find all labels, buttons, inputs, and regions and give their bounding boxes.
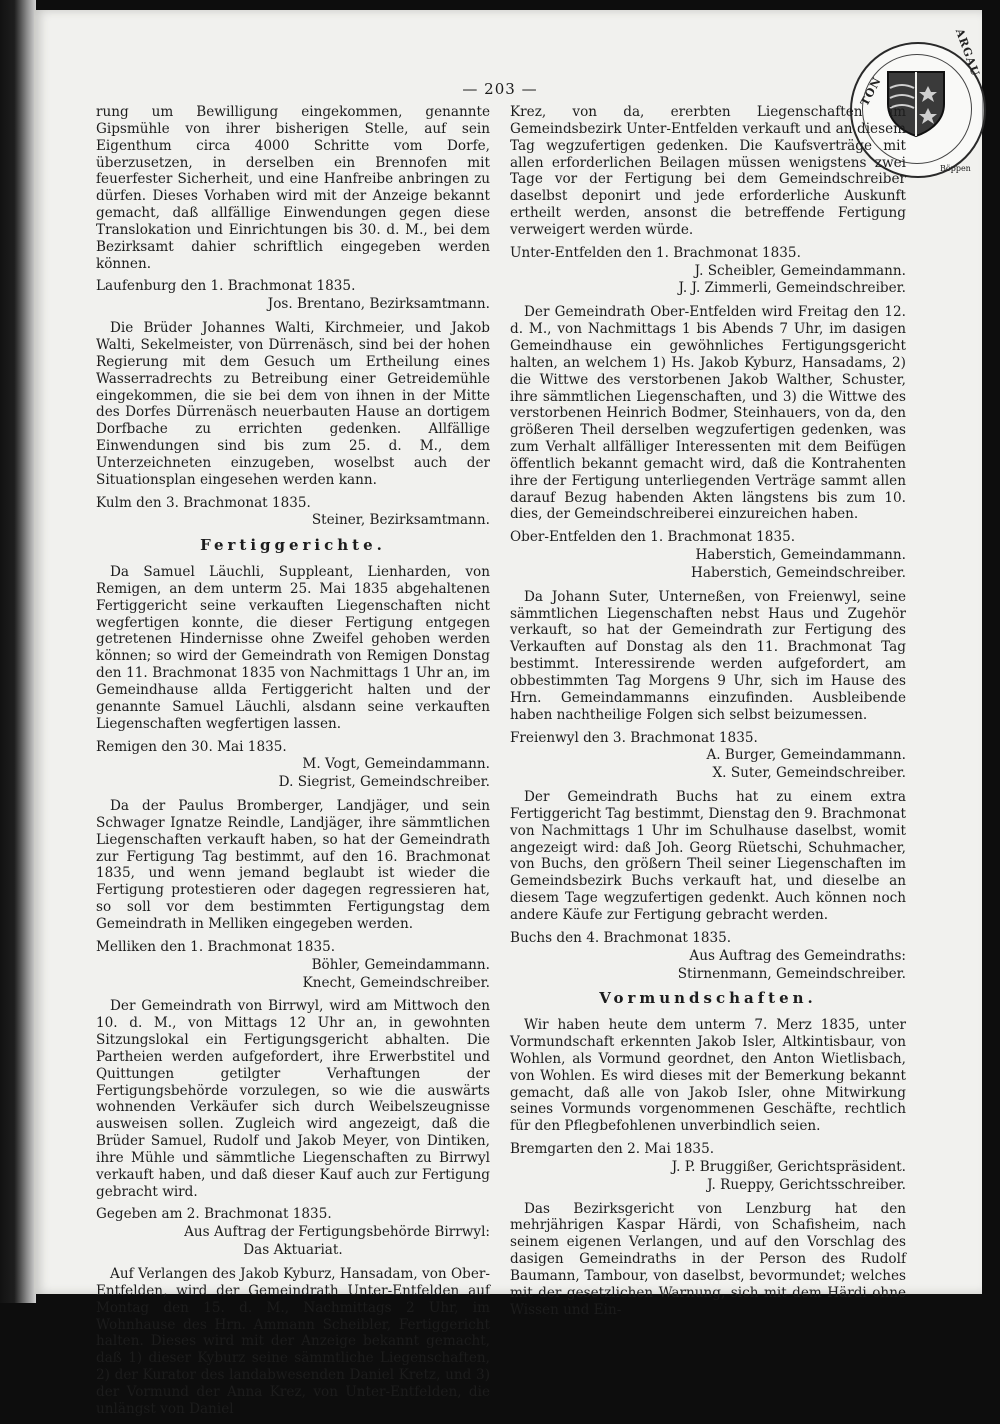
notice-signature: M. Vogt, Gemeindammann. — [302, 756, 490, 773]
notice-place-date: Remigen den 30. Mai 1835. — [96, 738, 287, 755]
notice-signature: Böhler, Gemeindammann. — [311, 956, 490, 973]
right-column — [510, 104, 906, 1325]
notice-gipsmuehle-text: rung um Bewilligung eingekommen, genannte Gipsmühle von ihrer bisherigen Stelle, auf sein Eigenthum circa 4000 Schritte vom Dorfe, überzusetzen, in derselben ein Brennofen mit feuerfester Sicherheit, und eine Hanfreibe anbringen zu dürfen. Dieses Vorhaben wird mit der Anzeige bekannt gemacht, daß allfällige Einwendungen gegen diese Translokation und Einrichtungen bis 30. d. M., bei dem Bezirksamt dahier schriftlich eingegeben werden können. — [96, 104, 490, 272]
notice-place-date: Melliken den 1. Brachmonat 1835. — [96, 938, 336, 955]
notice-unter-entfelden-text: Krez, von da, ererbten Liegenschaften im Gemeindsbezirk Unter-Entfelden verkauft und an diesem Tag wegzufertigen gedenken. Die Kaufsverträge mit allen erforderlichen Beilagen müssen wenigstens zwei Tage vor der Fertigung bei dem Gemeindschreiber daselbst deponirt und jede erforderliche Auskunft ertheilt werden, ansonst die betreffende Fertigung verweigert werden würde. — [510, 104, 906, 238]
notice-place-date: Ober-Entfelden den 1. Brachmonat 1835. — [510, 529, 796, 546]
stamp-text-left: TON — [858, 74, 884, 109]
notice-place-date: Kulm den 3. Brachmonat 1835. — [96, 494, 311, 511]
notice-signature: Aus Auftrag des Gemeindraths: — [689, 947, 906, 964]
notice-signature: D. Siegrist, Gemeindschreiber. — [278, 774, 490, 791]
book-binding-edge — [0, 0, 36, 1303]
notice-laeuchli-text: Da Samuel Läuchli, Suppleant, Lienharden, von Remigen, an dem unterm 25. Mai 1835 abgehaltenen Fertiggericht seine verkauften Liegenschaften nicht wegfertigen konnte, die dieser Fertigung entgegen getretenen Hindernisse ohne Zweifel gehoben werden können; so wird der Gemeindrath von Remigen Donstag den 11. Brachmonat 1835 von Nachmittags 1 Uhr an, im Gemeindhause allda Fertiggericht halten und der genannte Samuel Läuchli, alsdann seine verkauften Liegenschaften wegfertigen lassen. — [96, 564, 490, 732]
notice-signature: Das Aktuariat. — [243, 1242, 343, 1259]
notice-walti-text: Die Brüder Johannes Walti, Kirchmeier, und Jakob Walti, Sekelmeister, von Dürrenäsch, sind bei der hohen Regierung mit dem Gesuch um Ertheilung eines Wasserradrechts zu Betreibung einer Getreidemühle eingekommen, die sie bei dem von ihnen in der Mitte des Dorfes Dürrenäsch neuerbauten Hause an dortigem Dorfbache zu errichten gedenken. Allfällige Einwendungen sind bis zum 25. d. M., dem Unterzeichneten einzugeben, woselbst auch der Situationsplan eingesehen werden kann. — [96, 320, 490, 488]
section-heading-vormundschaften: Vormundschaften. — [599, 989, 817, 1008]
notice-signature: X. Suter, Gemeindschreiber. — [712, 765, 906, 782]
notice-place-date: Laufenburg den 1. Brachmonat 1835. — [96, 278, 356, 295]
notice-birrwyl-text: Der Gemeindrath von Birrwyl, wird am Mittwoch den 10. d. M., von Mittags 12 Uhr an, in gewohnten Sitzungslokal ein Fertigungsgericht abhalten. Die Partheien werden aufgefordert, ihre Erwerbstitel und Quittungen getilgter Verhaftungen der Fertigungsbehörde vorzulegen, so wie die auswärts wohnenden Verkäufer sich durch Weibelszeugnisse ausweisen sollen. Zugleich wird angezeigt, daß die Brüder Samuel, Rudolf und Jakob Meyer, von Dintiken, ihre Mühle und sämmtliche Liegenschaften zu Birrwyl verkauft haben, und daß dieser Kauf auch zur Fertigung gebracht wird. — [96, 998, 490, 1200]
stamp-text-bottom: Böppen — [940, 164, 971, 173]
notice-signature: J. P. Bruggißer, Gerichtspräsident. — [671, 1158, 906, 1175]
notice-signature: J. J. Zimmerli, Gemeindschreiber. — [678, 280, 906, 297]
notice-signature: Steiner, Bezirksamtmann. — [311, 512, 490, 529]
notice-signature: J. Scheibler, Gemeindammann. — [694, 262, 906, 279]
notice-place-date: Freienwyl den 3. Brachmonat 1835. — [510, 729, 758, 746]
notice-signature: Stirnenmann, Gemeindschreiber. — [677, 965, 906, 982]
notice-suter-text: Da Johann Suter, Unterneßen, von Freienwyl, seine sämmtlichen Liegenschaften nebst Haus und Zugehör verkauft, so hat der Gemeindrath zur Fertigung des Verkauften auf Donstag als den 11. Brachmonat Tag bestimmt. Interessirende werden aufgefordert, am obbestimmten Tag Morgens 9 Uhr, sich im Hause des Hrn. Gemeindammanns einzufinden. Ausbleibende haben nachtheilige Folgen sich selbst beizumessen. — [510, 588, 906, 723]
notice-kyburz-text: Auf Verlangen des Jakob Kyburz, Hansadam, von Ober-Entfelden, wird der Gemeindrath Unter-Entfelden auf Montag den 15. d. M., Nachmittags 2 Uhr, im Wohnhause des Hrn. Ammann Scheibler, Fertiggericht halten. Dieses wird mit der Anzeige bekannt gemacht, daß 1) dieser Kyburz seine sämmtliche Liegenschaften, 2) der Kurator des landabwesenden Daniel Kretz, und 3) der Vormund der Anna Krez, von Unter-Entfelden, die unlängst von Daniel — [96, 1266, 490, 1417]
stamp-text-right: ARGAU — [952, 26, 982, 79]
notice-signature: Jos. Brentano, Bezirksamtmann. — [267, 296, 490, 313]
page-number: — 203 — — [462, 80, 538, 98]
notice-signature: Knecht, Gemeindschreiber. — [302, 974, 490, 991]
notice-place-date: Gegeben am 2. Brachmonat 1835. — [96, 1206, 332, 1223]
notice-place-date: Bremgarten den 2. Mai 1835. — [510, 1141, 715, 1158]
notice-isler-text: Wir haben heute dem unterm 7. Merz 1835, unter Vormundschaft erkennten Jakob Isler, Altkintisbaur, von Wohlen, als Vormund geordnet, den Anton Wietlisbach, von Wohlen. Es wird dieses mit der Bemerkung bekannt gemacht, daß alle von Jakob Isler, ohne Mitwirkung seines Vormunds vorgenommenen Geschäfte, rechtlich für den Pflegbefohlenen unverbindlich seien. — [510, 1017, 906, 1135]
notice-haerdi-text: Das Bezirksgericht von Lenzburg hat den mehrjährigen Kaspar Härdi, von Schafisheim, nach seinem eigenen Verlangen, und auf den Vorschlag des dasigen Gemeindraths in der Person des Rudolf Baumann, Tambour, von daselbst, bevormundet; welches mit der gesetzlichen Warnung, sich mit dem Härdi ohne Wissen und Ein- — [510, 1200, 906, 1318]
notice-bromberger-text: Da der Paulus Bromberger, Landjäger, und sein Schwager Ignatze Reindle, Landjäger, ihre sämmtlichen Liegenschaften verkauft haben, so hat der Gemeindrath zur Fertigung Tag bestimmt, auf den 16. Brachmonat 1835, und wenn jemand beglaubt ist wieder die Fertigung protestieren oder dagegen regressieren hat, so soll vor dem bestimmten Fertigungstag dem Gemeindrath in Melliken eingegeben werden. — [96, 798, 490, 932]
notice-place-date: Buchs den 4. Brachmonat 1835. — [510, 929, 732, 946]
notice-signature: Aus Auftrag der Fertigungsbehörde Birrwyl: — [184, 1224, 490, 1241]
section-heading-fertiggerichte: Fertiggerichte. — [200, 536, 386, 555]
notice-buchs-text: Der Gemeindrath Buchs hat zu einem extra Fertiggericht Tag bestimmt, Dienstag den 9. Brachmonat von Nachmittags 1 Uhr im Schulhause daselbst, womit angezeigt wird: daß Joh. Georg Rüetschi, Schuhmacher, von Buchs, den größern Theil seiner Liegenschaften im Gemeindsbezirk Buchs verkauft hat, und dieselbe an diesem Tage wegzufertigen gedenkt. Auch können noch andere Käufe zur Fertigung gebracht werden. — [510, 789, 906, 923]
left-column — [96, 104, 490, 1424]
notice-signature: J. Rueppy, Gerichtsschreiber. — [707, 1176, 906, 1193]
notice-signature: A. Burger, Gemeindammann. — [706, 747, 906, 764]
notice-place-date: Unter-Entfelden den 1. Brachmonat 1835. — [510, 244, 801, 261]
notice-signature: Haberstich, Gemeindammann. — [695, 547, 906, 564]
notice-signature: Haberstich, Gemeindschreiber. — [691, 564, 906, 581]
notice-ober-entfelden-text: Der Gemeindrath Ober-Entfelden wird Freitag den 12. d. M., von Nachmittags 1 bis Abends 7 Uhr, im dasigen Gemeindhause ein gewöhnliches Fertigungsgericht halten, an welchem 1) Hs. Jakob Kyburz, Hansadams, 2) die Wittwe des verstorbenen Jakob Walther, Schuster, ihre sämmtlichen Liegenschaften, und 3) die Wittwe des verstorbenen Heinrich Bodmer, Steinhauers, von da, den größeren Theil derselben wegzufertigen gedenken, was zum Verhalt allfälliger Interessenten mit dem Beifügen öffentlich bekannt gemacht wird, daß die Kontrahenten ihre der Fertigung unterliegenden Verträge sammt allen darauf Bezug habenden Akten längstens bis zum 10. dies, der Gemeindschreiberei einzureichen haben. — [510, 304, 906, 523]
